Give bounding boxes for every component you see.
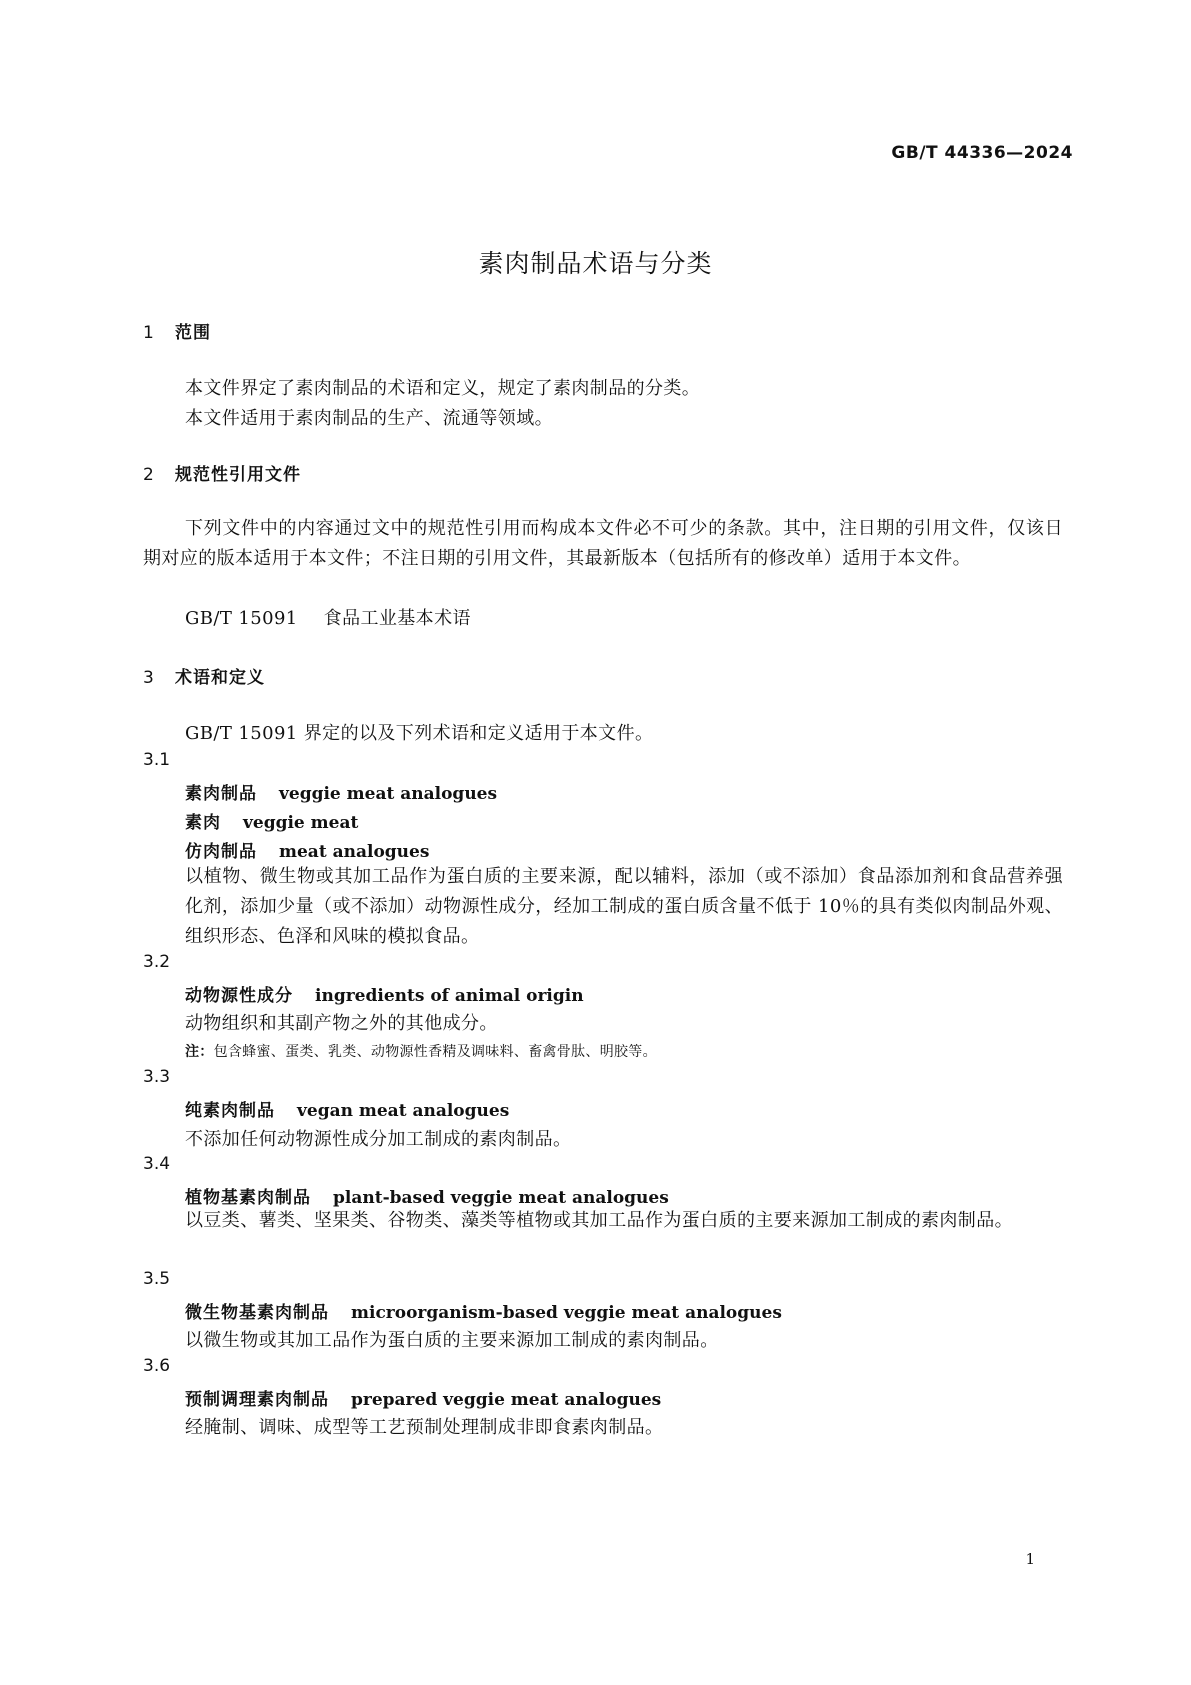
term-3-6 — [185, 1385, 661, 1410]
clause-number-3-4: 3.4 — [143, 1154, 171, 1174]
note-3-2 — [185, 1041, 657, 1061]
reference-title: 食品工业基本术语 — [323, 608, 471, 629]
term-3-3 — [185, 1096, 509, 1121]
note-text: 包含蜂蜜、蛋类、乳类、动物源性香精及调味料、畜禽骨肽、明胶等。 — [213, 1044, 657, 1060]
clause-number-3-1: 3.1 — [143, 750, 171, 770]
scope-paragraph-2: 本文件适用于素肉制品的生产、流通等领域。 — [185, 408, 553, 429]
section-title: 范围 — [175, 323, 211, 343]
definition-3-1: 以植物、微生物或其加工品作为蛋白质的主要来源，配以辅料，添加（或不添加）食品添加剂和食品营养强化剂，添加少量（或不添加）动物源性成分，经加工制成的蛋白质含量不低于 10％的具有类似肉制品外观、组织形态、色泽和风味的模拟食品。 — [185, 866, 1063, 947]
section-number: 2 — [143, 465, 155, 485]
term-3-1-preferred — [185, 779, 497, 804]
term-zh: 预制调理素肉制品 — [185, 1390, 329, 1410]
section-title: 规范性引用文件 — [175, 465, 301, 485]
clause-number-3-6: 3.6 — [143, 1356, 171, 1376]
section-3-heading — [143, 663, 265, 688]
clause-number-3-5: 3.5 — [143, 1269, 171, 1289]
term-zh: 植物基素肉制品 — [185, 1188, 311, 1208]
term-3-1-admitted-1 — [185, 808, 358, 833]
page-number: 1 — [1025, 1550, 1035, 1568]
section-number: 3 — [143, 668, 155, 688]
definition-3-6: 经腌制、调味、成型等工艺预制处理制成非即食素肉制品。 — [185, 1417, 664, 1438]
clause-number-3-2: 3.2 — [143, 952, 171, 972]
term-en: microorganism-based veggie meat analogues — [351, 1303, 782, 1323]
term-3-2 — [185, 981, 584, 1006]
term-zh: 纯素肉制品 — [185, 1101, 275, 1121]
term-en: veggie meat — [243, 813, 359, 833]
reference-code: GB/T 15091 — [185, 608, 298, 629]
terms-intro: GB/T 15091 界定的以及下列术语和定义适用于本文件。 — [185, 723, 654, 744]
term-en: meat analogues — [279, 842, 430, 862]
clause-number-3-3: 3.3 — [143, 1067, 171, 1087]
definition-3-5: 以微生物或其加工品作为蛋白质的主要来源加工制成的素肉制品。 — [185, 1330, 719, 1351]
definition-3-3: 不添加任何动物源性成分加工制成的素肉制品。 — [185, 1129, 572, 1150]
section-number: 1 — [143, 323, 155, 343]
definition-3-4: 以豆类、薯类、坚果类、谷物类、藻类等植物或其加工品作为蛋白质的主要来源加工制成的素肉制品。 — [185, 1210, 1013, 1231]
reference-entry — [185, 604, 471, 630]
term-zh: 仿肉制品 — [185, 842, 257, 862]
term-3-4 — [185, 1183, 669, 1208]
section-1-heading — [143, 318, 211, 343]
term-en: ingredients of animal origin — [315, 986, 584, 1006]
normative-references-paragraph: 下列文件中的内容通过文中的规范性引用而构成本文件必不可少的条款。其中，注日期的引用文件，仅该日期对应的版本适用于本文件；不注日期的引用文件，其最新版本（包括所有的修改单）适用于本文件。 — [143, 518, 1063, 569]
standard-number: GB/T 44336—2024 — [891, 143, 1073, 163]
term-zh: 微生物基素肉制品 — [185, 1303, 329, 1323]
term-en: prepared veggie meat analogues — [351, 1390, 662, 1410]
term-en: vegan meat analogues — [297, 1101, 510, 1121]
term-en: plant-based veggie meat analogues — [333, 1188, 669, 1208]
section-2-heading — [143, 460, 301, 485]
section-title: 术语和定义 — [175, 668, 265, 688]
term-en: veggie meat analogues — [279, 784, 498, 804]
document-title: 素肉制品术语与分类 — [478, 249, 713, 278]
term-zh: 素肉 — [185, 813, 221, 833]
term-zh: 动物源性成分 — [185, 986, 293, 1006]
definition-3-2: 动物组织和其副产物之外的其他成分。 — [185, 1013, 498, 1034]
term-zh: 素肉制品 — [185, 784, 257, 804]
note-label: 注： — [185, 1044, 214, 1060]
term-3-5 — [185, 1298, 782, 1323]
scope-paragraph-1: 本文件界定了素肉制品的术语和定义，规定了素肉制品的分类。 — [185, 378, 701, 399]
term-3-1-admitted-2 — [185, 837, 429, 862]
